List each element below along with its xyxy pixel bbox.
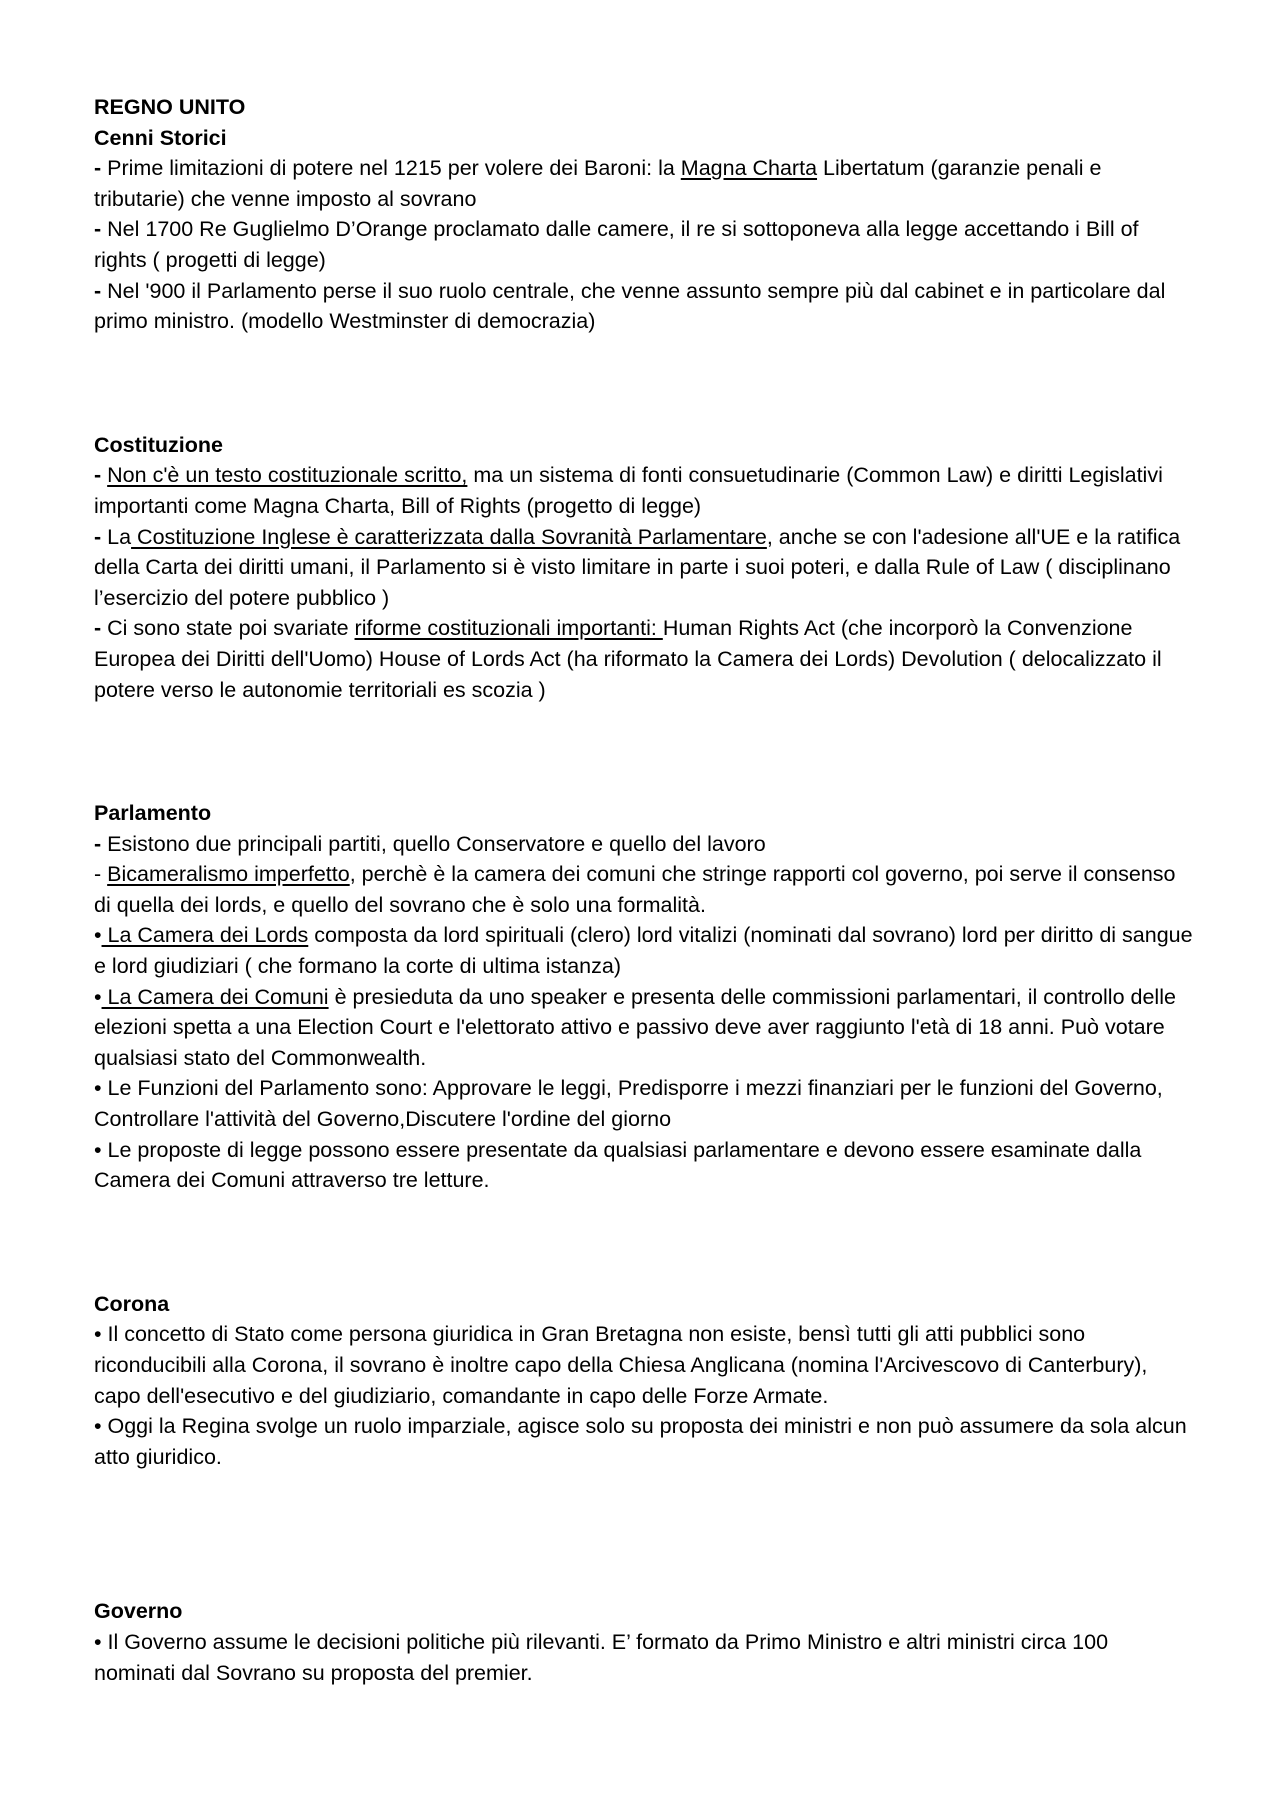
paragraph: [94, 1319, 1194, 1411]
paragraph: [94, 214, 1194, 275]
bullet: •: [94, 923, 102, 948]
text: Human Rights Act (che incorporò la Convenzione Europea dei Diritti dell'Uomo) House of Lords Act (ha riformato la Camera dei Lords) Devolution ( delocalizzato il potere verso le autonomie territoriali es scozia ): [94, 616, 1162, 702]
paragraph: [94, 1627, 1194, 1688]
section-cenni-storici: [94, 123, 1194, 337]
bullet: -: [94, 862, 102, 887]
bullet: -: [94, 524, 102, 549]
text: Nel '900 il Parlamento perse il suo ruolo centrale, che venne assunto sempre più dal cabinet e in particolare dal primo ministro. (modello Westminster di democrazia): [94, 278, 1166, 334]
underlined-text: riforme costituzionali importanti:: [354, 616, 663, 641]
text: Oggi la Regina svolge un ruolo imparziale, agisce solo su proposta dei ministri e non può assumere da sola alcun atto giuridico.: [94, 1414, 1187, 1469]
paragraph: [94, 859, 1194, 920]
text: composta da lord spirituali (clero) lord vitalizi (nominati dal sovrano) lord per diritto di sangue e lord giudiziari ( che formano la corte di ultima istanza): [94, 923, 1193, 979]
paragraph: [94, 460, 1194, 521]
underlined-text: Non c'è un testo costituzionale scritto,: [107, 463, 468, 488]
underlined-text: Bicameralismo imperfetto: [107, 862, 350, 887]
spacer: [94, 705, 1194, 798]
underlined-text: La Camera dei Comuni: [101, 984, 329, 1009]
text: Il Governo assume le decisioni politiche più rilevanti. E’ formato da Primo Ministro e altri ministri circa 100 nominati dal Sovrano su proposta del premier.: [94, 1629, 1109, 1685]
paragraph: [94, 920, 1194, 981]
section-title-corona: Corona: [94, 1291, 170, 1316]
text: , anche se con l'adesione all'UE e la ratifica della Carta dei diritti umani, il Parlamento si è visto limitare in parte i suoi poteri, e dalla Rule of Law ( disciplinano l’esercizio del potere pubblico ): [94, 524, 1181, 610]
text: Le proposte di legge possono essere presentate da qualsiasi parlamentare e devono essere esaminate dalla Camera dei Comuni attraverso tre letture.: [94, 1137, 1142, 1193]
section-title-costituzione: Costituzione: [94, 432, 223, 457]
text: Nel 1700 Re Guglielmo D’Orange proclamato dalle camere, il re si sottoponeva alla legge accettando i Bill of rights ( progetti di legge): [94, 217, 1139, 272]
section-parlamento: [94, 798, 1194, 1196]
bullet: •: [94, 1076, 102, 1101]
paragraph: [94, 153, 1194, 214]
bullet: -: [94, 463, 102, 488]
paragraph: [94, 522, 1194, 614]
bullet: -: [94, 831, 102, 856]
bullet: -: [94, 616, 102, 641]
bullet: -: [94, 156, 102, 181]
spacer: [94, 1472, 1194, 1596]
text: Esistono due principali partiti, quello Conservatore e quello del lavoro: [101, 831, 766, 856]
bullet: •: [94, 1137, 102, 1162]
text: ma un sistema di fonti consuetudinarie (Common Law) e diritti Legislativi importanti come Magna Charta, Bill of Rights (progetto di legge): [94, 463, 1163, 518]
text: , perchè è la camera dei comuni che stringe rapporti col governo, poi serve il consenso di quella dei lords, e quello del sovrano che è solo una formalità.: [94, 862, 1176, 917]
underlined-text: La Camera dei Lords: [101, 923, 309, 948]
bullet: •: [94, 1322, 102, 1347]
section-title-parlamento: Parlamento: [94, 801, 212, 826]
document-title: REGNO UNITO: [94, 95, 246, 119]
section-governo: [94, 1596, 1194, 1688]
text: è presieduta da uno speaker e presenta delle commissioni parlamentari, il controllo delle elezioni spetta a una Election Court e l'elettorato attivo e passivo deve aver raggiunto l'età di 18 anni. Può votare qualsiasi stato del Commonwealth.: [94, 984, 1176, 1070]
text: Prime limitazioni di potere nel 1215 per volere dei Baroni: la: [101, 156, 681, 181]
document-page: [94, 92, 1194, 1688]
section-costituzione: [94, 430, 1194, 705]
paragraph: [94, 1411, 1194, 1472]
text: Il concetto di Stato come persona giuridica in Gran Bretagna non esiste, bensì tutti gli atti pubblici sono riconducibili alla Corona, il sovrano è inoltre capo della Chiesa Anglicana (nomina l'Arcivescovo di Canterbury), capo dell'esecutivo e del giudiziario, comandante in capo delle Forze Armate.: [94, 1322, 1148, 1408]
paragraph: [94, 1073, 1194, 1134]
underlined-text: Costituzione Inglese è caratterizzata dalla Sovranità Parlamentare: [131, 524, 767, 549]
text: La: [101, 524, 132, 549]
text: Ci sono state poi svariate: [101, 616, 355, 641]
text: Libertatum (garanzie penali e tributarie) che venne imposto al sovrano: [94, 156, 1102, 211]
paragraph: [94, 829, 1194, 860]
text: Le Funzioni del Parlamento sono: Approvare le leggi, Predisporre i mezzi finanziari per le funzioni del Governo, Controllare l'attività del Governo,Discutere l'ordine del giorno: [94, 1076, 1163, 1132]
paragraph: [94, 982, 1194, 1074]
section-corona: [94, 1289, 1194, 1473]
bullet: •: [94, 1629, 102, 1654]
paragraph: [94, 276, 1194, 337]
bullet: •: [94, 984, 102, 1009]
paragraph: [94, 1135, 1194, 1196]
spacer: [94, 1196, 1194, 1289]
underlined-text: Magna Charta: [680, 156, 818, 181]
section-title-governo: Governo: [94, 1599, 183, 1624]
bullet: •: [94, 1414, 102, 1439]
bullet: -: [94, 278, 102, 303]
spacer: [94, 337, 1194, 430]
section-title-cenni-storici: Cenni Storici: [94, 125, 227, 150]
paragraph: [94, 613, 1194, 705]
bullet: -: [94, 217, 102, 242]
